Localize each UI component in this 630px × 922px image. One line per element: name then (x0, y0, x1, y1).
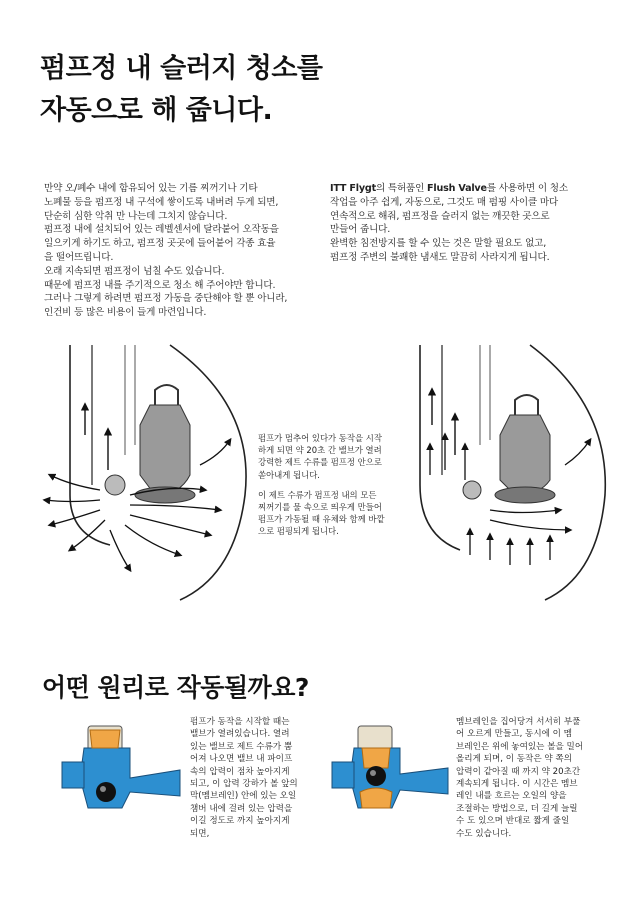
principle-right-paragraph (456, 716, 583, 840)
page-headline (40, 48, 323, 132)
first-line-rest: 를 사용하면 이 청소 (486, 183, 568, 194)
intro-left-line: 단순히 심한 악취 만 나는데 그치지 않습니다. (44, 210, 228, 222)
principle-left-paragraph (190, 716, 298, 840)
pump-sump-flow-diagram (400, 345, 615, 600)
intro-right-line: 만들어 줍니다. (330, 224, 391, 236)
pump-sump-jet-diagram (30, 345, 255, 600)
intro-left-line: 만약 오/폐수 내에 함유되어 있는 기름 찌꺼기나 기타 (44, 183, 258, 194)
intro-right-line: 완벽한 침전방지를 할 수 있는 것은 말할 필요도 없고, (330, 238, 547, 250)
intro-right-line: 연속적으로 해줘, 펌프정을 슬러지 없는 깨끗한 곳으로 (330, 210, 550, 222)
intro-left-line: 때문에 펌프정 내를 주기적으로 청소 해 주어야만 합니다. (44, 279, 276, 291)
principle-right-line: 멤브레인을 집어당겨 서서히 부풀 (456, 717, 581, 727)
principle-right-line: 수 도 있으며 반대로 짧게 줄일 (456, 816, 570, 827)
principle-right-line: 올리게 되며, 이 동작은 약 쪽의 (456, 754, 573, 765)
intro-left-line: 그러나 그렇게 하려면 펌프정 가동을 중단해야 할 뿐 아니라, (44, 293, 288, 305)
principle-left-line: 속의 압력이 점차 높아지게 (190, 766, 290, 777)
callout-line: 이 제트 수류가 펌프정 내의 모든 (258, 489, 377, 500)
intro-left-line: 을 떨어뜨립니다. (44, 251, 114, 263)
principle-right-line: 브레인은 위에 놓여있는 볼을 밀어 (456, 741, 584, 752)
jet-flow-callout (258, 432, 385, 538)
principle-left-line: 되면, (190, 828, 210, 839)
callout-line: 하게 되면 약 20초 간 밸브가 열려 (258, 445, 382, 456)
intro-left-line: 노폐물 등을 펌프정 내 구석에 쌓이도록 내버려 두게 되면, (44, 196, 279, 208)
flush-valve-open-diagram (60, 718, 180, 818)
principle-right-line: 계속되게 됩니다. 이 시간은 멤브 (456, 779, 578, 790)
headline-line-2: 자동으로 해 줍니다. (40, 95, 273, 126)
intro-right-paragraph (330, 182, 568, 265)
callout-line: 펌프가 멈추어 있다가 동작을 시작 (258, 433, 382, 443)
intro-right-first-line (330, 182, 568, 196)
intro-left-line: 오래 지속되면 펌프정이 넘칠 수도 있습니다. (44, 265, 225, 277)
flush-valve-closing-diagram (330, 718, 450, 818)
principle-left-line: 펌프가 동작을 시작할 때는 (190, 717, 290, 727)
callout-line: 찌꺼기를 물 속으로 띄우게 만들어 (258, 502, 382, 513)
principle-right-line: 압력이 같아질 때 까지 약 20초간 (456, 766, 581, 777)
principle-right-line: 수도 있습니다. (456, 828, 512, 839)
principle-left-line: 밸브가 열려있습니다. 열려 (190, 729, 290, 740)
headline-line-1: 펌프정 내 슬러지 청소를 (40, 53, 323, 84)
brand-suffix: 의 특허품인 (375, 183, 428, 194)
callout-spacer (258, 481, 385, 489)
product-name: Flush Valve (427, 183, 487, 194)
principle-right-line: 조절하는 방법으로, 더 길게 늘릴 (456, 803, 578, 814)
callout-line: 펌프가 가동될 때 유체와 함께 바깥 (258, 514, 385, 525)
principle-right-line: 레인 내를 흐르는 오일의 양을 (456, 791, 567, 802)
intro-left-line: 인건비 등 많은 비용이 들게 마련입니다. (44, 307, 207, 319)
principle-left-line: 챔버 내에 걸려 있는 압력을 (190, 803, 293, 814)
brand-name: ITT Flygt (330, 183, 376, 194)
intro-right-line: 작업을 아주 쉽게, 자동으로, 그것도 매 펌핑 사이클 마다 (330, 196, 558, 208)
principle-right-line: 어 오르게 만들고, 동시에 이 멤 (456, 729, 573, 740)
callout-line: 으로 펌핑되게 됩니다. (258, 526, 339, 537)
principle-left-line: 이길 정도로 까지 높아지게 (190, 816, 290, 827)
intro-left-line: 펌프정 내에 설치되어 있는 레벨센서에 달라붙어 오작동을 (44, 224, 279, 236)
intro-left-line: 일으키게 하기도 하고, 펌프정 곳곳에 들어붙어 각종 효율 (44, 238, 276, 250)
principle-left-line: 있는 밸브로 제트 수류가 뿜 (190, 741, 293, 752)
principle-left-line: 어져 나오면 밸브 내 파이프 (190, 754, 293, 765)
section-title: 어떤 원리로 작동될까요? (42, 673, 309, 702)
callout-line: 강력한 제트 수류를 펌프정 안으로 (258, 457, 382, 468)
intro-left-paragraph (44, 182, 287, 320)
principle-left-line: 막(멤브레인) 안에 있는 오일 (190, 791, 297, 802)
callout-line: 쏟아내게 됩니다. (258, 469, 320, 480)
intro-right-line: 펌프정 주변의 불쾌한 냄새도 말끔히 사라지게 됩니다. (330, 251, 550, 263)
principle-left-line: 되고, 이 압력 강하가 볼 앞의 (190, 779, 298, 790)
